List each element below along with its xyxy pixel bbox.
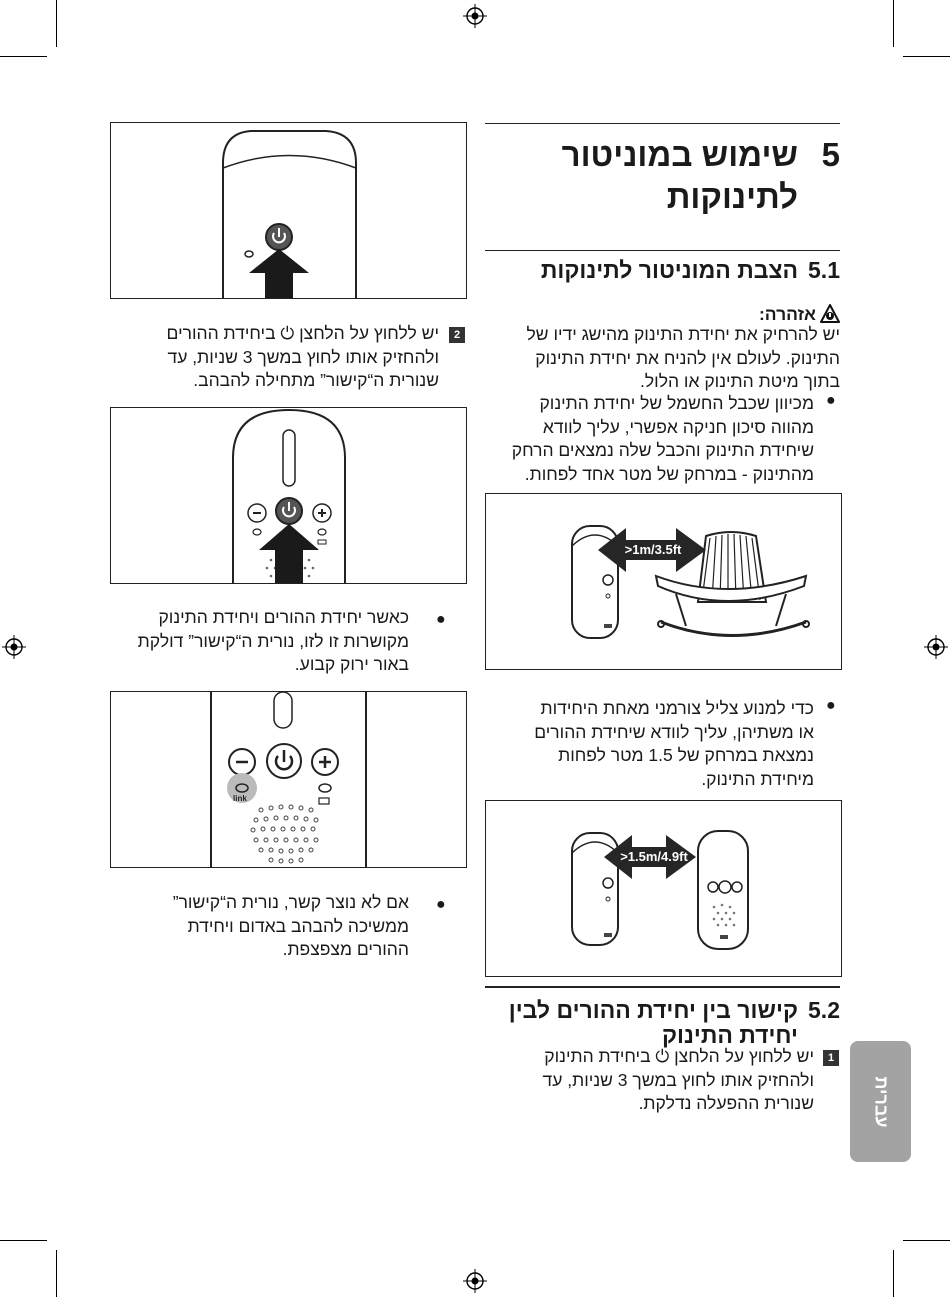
section-rule xyxy=(485,250,840,251)
crop-mark xyxy=(0,56,47,57)
section-rule xyxy=(485,986,840,988)
crop-mark xyxy=(56,0,57,47)
text-line: או משתיהן, עליך לוודא שיחידת ההורים xyxy=(534,721,814,742)
text-line: ממשיכה להבהב באדום ויחידת xyxy=(187,915,409,936)
bullet-dot: ● xyxy=(436,896,446,913)
distance-label-1m: >1m/3.5ft xyxy=(624,542,682,557)
bullet-no-link-status xyxy=(110,891,409,962)
crop-mark xyxy=(903,1240,950,1241)
figure-baby-unit-power xyxy=(110,122,467,299)
text-line: מקושרות זו לזו, נורית ה“קישור” דולקת xyxy=(137,630,409,651)
bullet-dot: ● xyxy=(826,697,836,714)
language-tab xyxy=(850,1041,911,1162)
text-line: ולהחזיק אותו לחוץ במשך 3 שניות, עד xyxy=(167,346,439,367)
text-line: כדי למנוע צליל צורמני מאחת היחידות xyxy=(540,698,814,718)
text-line: שנורית ההפעלה נדלקת. xyxy=(638,1093,814,1113)
warning-heading xyxy=(485,303,840,325)
section-title-line1: קישור בין יחידת ההורים לבין xyxy=(508,997,798,1023)
warning-text xyxy=(485,323,840,394)
text-line: שנורית ה“קישור” מתחילה להבהב. xyxy=(193,370,439,390)
section-number: 5.1 xyxy=(808,257,840,283)
figure-parent-unit-link xyxy=(110,691,467,868)
text-line: בתוך מיטת התינוק או הלול. xyxy=(640,371,840,391)
text-line: התינוק. לעולם אין להניח את יחידת התינוק xyxy=(535,347,840,368)
text-line: כאשר יחידת ההורים ויחידת התינוק xyxy=(158,607,409,627)
text-line: באור ירוק קבוע. xyxy=(294,654,409,674)
crop-mark xyxy=(893,0,894,47)
bullet-cord-distance xyxy=(485,392,814,486)
section-title-line2: יחידת התינוק xyxy=(661,1022,798,1048)
text-line: ההורים מצפצפת. xyxy=(282,939,409,959)
text-line: יש ללחוץ על הלחצן ⏻ ביחידת ההורים xyxy=(166,323,439,343)
section-number: 5.2 xyxy=(808,997,840,1023)
chapter-rule xyxy=(485,123,840,124)
chapter-title-line2: לתינוקות xyxy=(666,178,798,215)
text-line: מהווה סיכון חניקה אפשרי, עליך לוודא xyxy=(542,416,814,437)
crop-mark xyxy=(56,1250,57,1297)
chapter-title xyxy=(485,134,840,218)
warning-label: אזהרה: xyxy=(758,304,816,324)
bullet-dot: ● xyxy=(826,392,836,409)
language-tab-label: עברית xyxy=(871,1075,891,1128)
step1-text xyxy=(485,1045,814,1116)
registration-mark-icon xyxy=(463,1269,487,1293)
crop-mark xyxy=(0,1240,47,1241)
text-line: מכיוון שכבל החשמל של יחידת התינוק xyxy=(539,393,814,413)
crop-mark xyxy=(903,56,950,57)
figure-parent-unit-power xyxy=(110,407,467,584)
distance-label-1-5m: >1.5m/4.9ft xyxy=(620,849,688,864)
step-badge: 1 xyxy=(823,1050,839,1066)
text-line: מיחידת התינוק. xyxy=(701,768,814,789)
text-line: יש ללחוץ על הלחצן ⏻ ביחידת התינוק xyxy=(544,1046,814,1066)
registration-mark-icon xyxy=(2,635,26,659)
warning-icon xyxy=(820,304,840,323)
step-badge: 2 xyxy=(449,327,465,343)
registration-mark-icon xyxy=(463,4,487,28)
text-line: יש להרחיק את יחידת התינוק מהישג ידיו של xyxy=(526,324,840,344)
section-5-1-heading xyxy=(485,258,840,282)
registration-mark-icon xyxy=(924,635,948,659)
text-line: ולהחזיק אותו לחוץ במשך 3 שניות, עד xyxy=(542,1069,814,1090)
figure-baby-unit-cradle xyxy=(485,493,842,670)
figure-units-distance xyxy=(485,800,842,977)
section-title: הצבת המוניטור לתינוקות xyxy=(540,257,798,283)
chapter-title-line1: שימוש במוניטור xyxy=(561,136,798,173)
step2-text xyxy=(110,322,439,393)
text-line: אם לא נוצר קשר, נורית ה“קישור” xyxy=(172,892,409,912)
section-5-2-heading xyxy=(485,998,840,1048)
chapter-number: 5 xyxy=(821,136,840,173)
bullet-linked-status xyxy=(110,606,409,677)
text-line: מהתינוק - במרחק של מטר אחד לפחות. xyxy=(524,463,814,484)
bullet-unit-distance xyxy=(485,697,814,791)
crop-mark xyxy=(893,1250,894,1297)
text-line: שיחידת התינוק והכבל שלה נמצאים הרחק xyxy=(511,440,814,460)
link-label: link xyxy=(233,794,247,803)
bullet-dot: ● xyxy=(436,611,446,628)
text-line: נמצאת במרחק של 1.5 מטר לפחות xyxy=(558,745,814,765)
